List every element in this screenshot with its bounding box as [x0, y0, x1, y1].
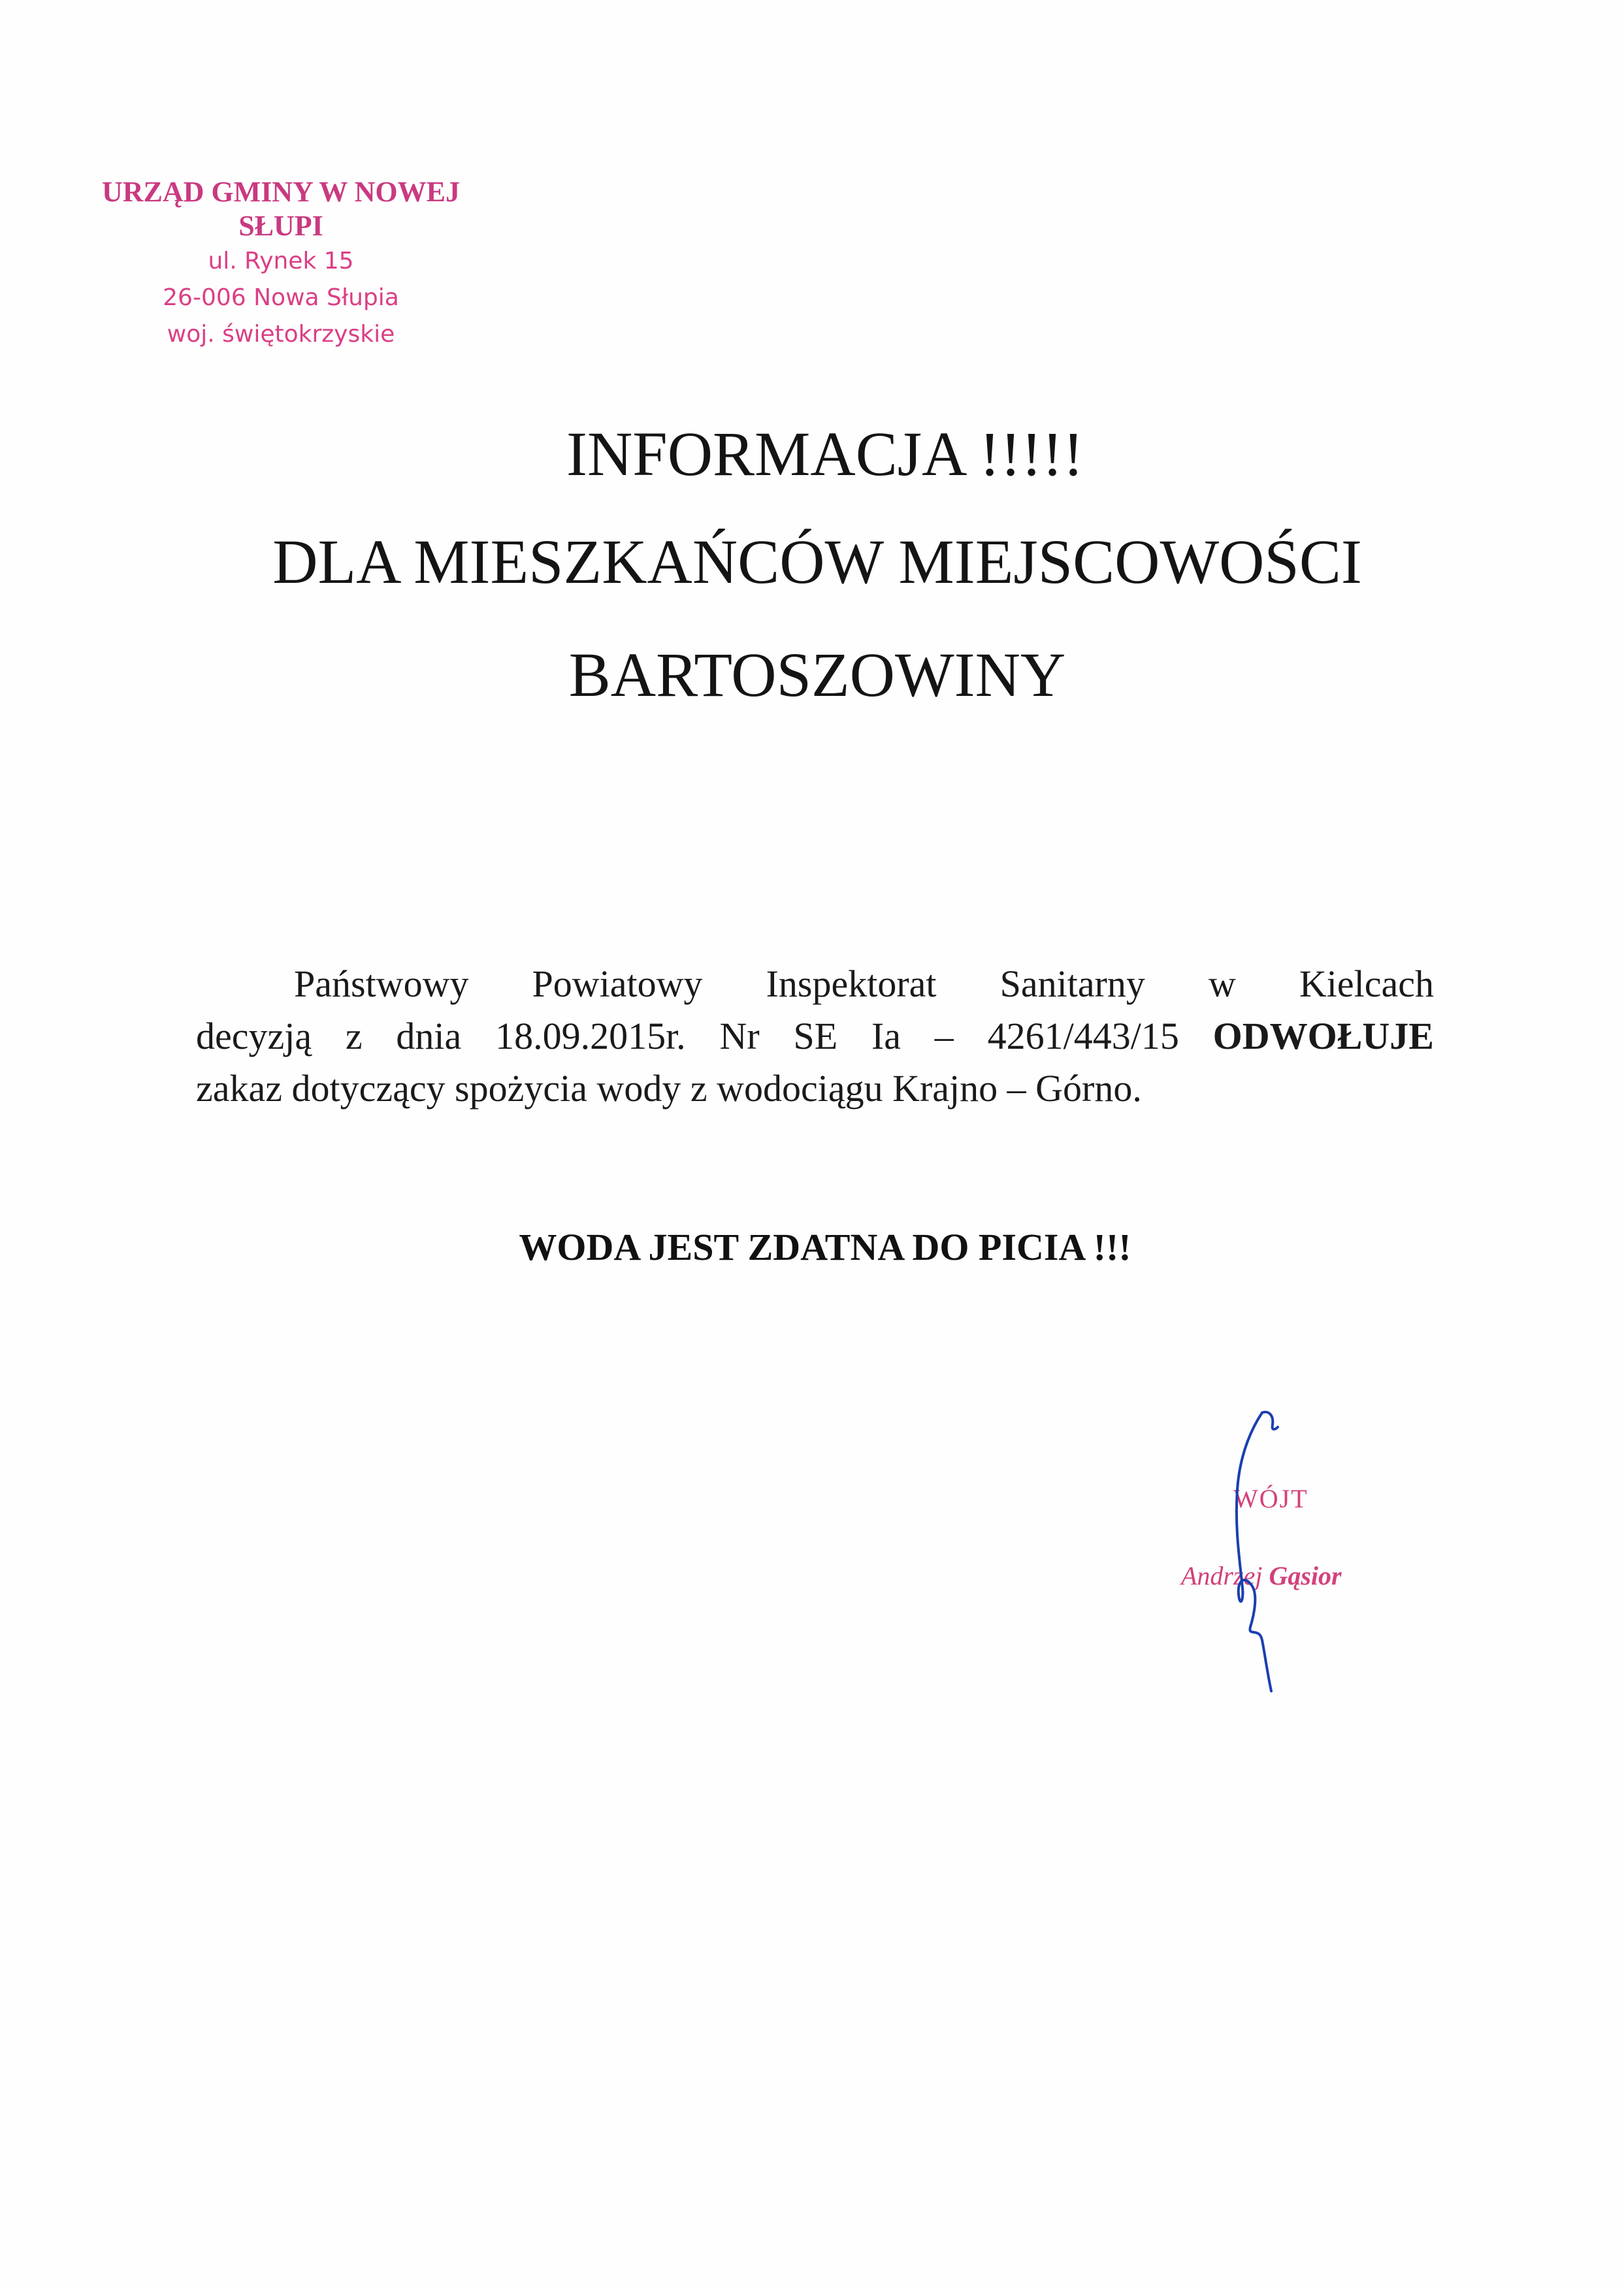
conclusion-statement: WODA JEST ZDATNA DO PICIA !!! — [519, 1226, 1131, 1268]
office-stamp — [59, 175, 503, 353]
stamp-address-street: ul. Rynek 15 — [208, 248, 354, 274]
signatory-first-name: Andrzej — [1181, 1561, 1263, 1590]
heading-audience: DLA MIESZKAŃCÓW MIEJSCOWOŚCI — [272, 527, 1362, 597]
body-line-2 — [196, 1014, 1434, 1059]
heading-information: INFORMACJA !!!!! — [566, 419, 1084, 489]
heading-locality: BARTOSZOWINY — [568, 640, 1066, 710]
body-keyword-revokes: ODWOŁUJE — [1212, 1015, 1434, 1057]
body-line-3: zakaz dotyczący spożycia wody z wodociągu Krajno – Górno. — [196, 1067, 1142, 1110]
stamp-address-region: woj. świętokrzyskie — [167, 321, 395, 348]
stamp-title: URZĄD GMINY W NOWEJ SŁUPI — [101, 176, 460, 242]
handwritten-signature — [1228, 1398, 1307, 1699]
signatory-last-name: Gąsior — [1269, 1561, 1342, 1590]
signatory-title: WÓJT — [1233, 1484, 1308, 1513]
stamp-address-city: 26-006 Nowa Słupia — [163, 284, 399, 311]
body-line-1: Państwowy Powiatowy Inspektorat Sanitarny w Kielcach — [294, 963, 1434, 1005]
body-line-2-text: decyzją z dnia 18.09.2015r. Nr SE Ia – 4261/443/15 — [196, 1015, 1179, 1057]
